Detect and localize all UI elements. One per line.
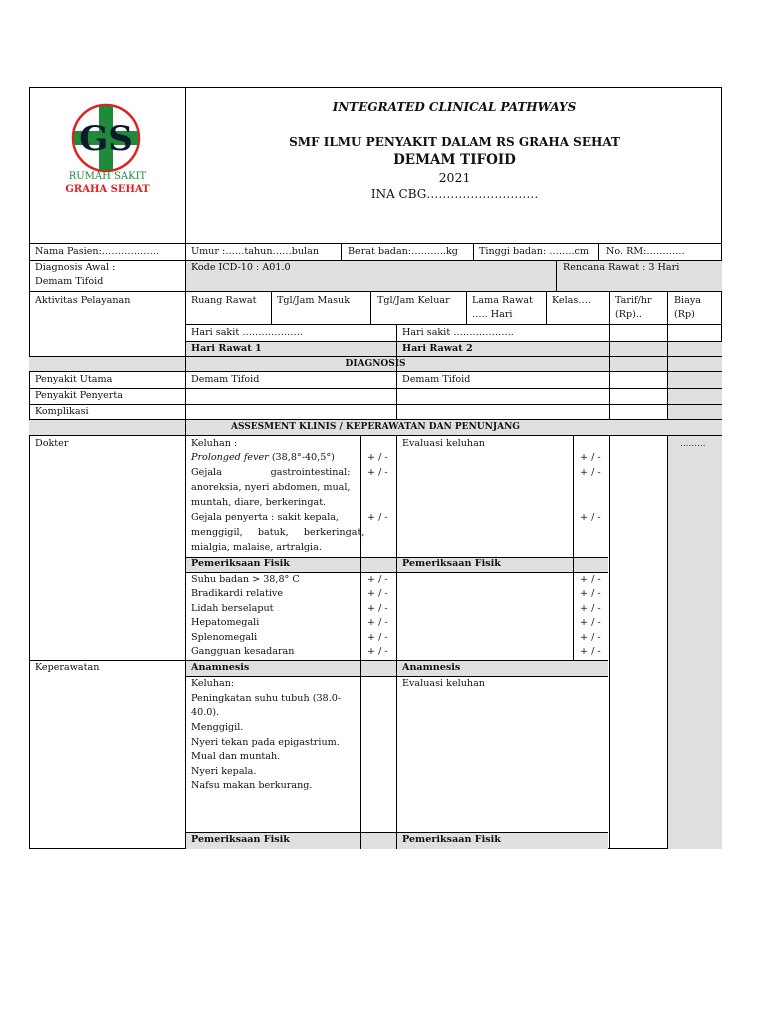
title-demam-tifoid: DEMAM TIFOID <box>393 152 516 168</box>
kel2-6: Nyeri kepala. <box>191 766 257 777</box>
penyakit-utama-hari1: Demam Tifoid <box>191 374 260 385</box>
gejala-penyerta-1: Gejala penyerta : sakit kepala, <box>191 512 340 523</box>
col-biaya-rp: (Rp) <box>674 309 695 320</box>
title-ina-cbg: INA CBG………………………. <box>370 187 539 201</box>
gejala-gastro-2: anoreksia, nyeri abdomen, mual, <box>191 482 351 493</box>
biaya-shade-1 <box>668 372 722 420</box>
dokter-label: Dokter <box>35 438 69 449</box>
logo-letters: GS <box>79 119 133 159</box>
title-smf: SMF ILMU PENYAKIT DALAM RS GRAHA SEHAT <box>289 135 620 149</box>
kel2-4: Nyeri tekan pada epigastrium. <box>191 737 340 748</box>
assesment-title: ASSESMENT KLINIS / KEPERAWATAN DAN PENUNJANG <box>231 422 520 432</box>
diagnosis-awal-value: Demam Tifoid <box>35 276 104 287</box>
fisik-suhu: Suhu badan > 38,8° C <box>191 574 300 585</box>
penyakit-penyerta-label: Penyakit Penyerta <box>35 390 123 401</box>
col-lama-hari[interactable]: ….. Hari <box>472 309 513 320</box>
col-tarif-rp: (Rp).. <box>615 309 642 320</box>
prolonged-fever: Prolonged fever (38,8°-40,5°) <box>191 452 335 463</box>
kel2-2: 40.0). <box>191 707 220 718</box>
logo-line2: GRAHA SEHAT <box>65 184 150 195</box>
pm-f6[interactable]: + / - <box>367 646 388 657</box>
pm-6[interactable]: + / - <box>580 512 601 523</box>
pemeriksaan-fisik-1: Pemeriksaan Fisik <box>191 558 290 569</box>
pm-g6[interactable]: + / - <box>580 646 601 657</box>
gejala-gastro-1: Gejala gastrointestinal: <box>191 467 351 478</box>
fisik-lidah: Lidah berselaput <box>191 603 274 614</box>
logo-emblem-icon <box>68 100 144 176</box>
kode-icd: Kode ICD-10 : A01.0 <box>191 262 291 273</box>
hari-sakit-2[interactable]: Hari sakit ………………. <box>402 327 514 338</box>
field-umur[interactable]: Umur :……tahun……bulan <box>191 246 320 257</box>
gejala-penyerta-3: mialgia, malaise, artralgia. <box>191 542 322 553</box>
field-nama-pasien[interactable]: Nama Pasien:……………… <box>35 246 160 257</box>
gejala-gastro-3: muntah, diare, berkeringat. <box>191 497 327 508</box>
anamnesis-1: Anamnesis <box>191 662 250 673</box>
pm-2[interactable]: + / - <box>367 467 388 478</box>
field-tinggi-badan[interactable]: Tinggi badan: ……..cm <box>479 246 589 257</box>
pm-3[interactable]: + / - <box>367 512 388 523</box>
gejala-penyerta-2: menggigil, batuk, berkeringat, <box>191 527 365 538</box>
pemeriksaan-fisik-4: Pemeriksaan Fisik <box>402 834 501 845</box>
col-ruang-rawat: Ruang Rawat <box>191 295 257 306</box>
fisik-bradikardi: Bradikardi relative <box>191 588 284 599</box>
penyakit-utama-hari2: Demam Tifoid <box>402 374 471 385</box>
hari-rawat-1: Hari Rawat 1 <box>191 343 262 354</box>
col-tgl-masuk: Tgl/Jam Masuk <box>277 295 351 306</box>
biaya-dots: ……… <box>680 439 706 449</box>
pm-5[interactable]: + / - <box>580 467 601 478</box>
kel2-1: Peningkatan suhu tubuh (38.0- <box>191 693 342 704</box>
komplikasi-label: Komplikasi <box>35 406 89 417</box>
col-biaya: Biaya <box>674 295 701 306</box>
biaya-shade-2 <box>668 435 722 849</box>
kel2-5: Mual dan muntah. <box>191 751 281 762</box>
pm-f4[interactable]: + / - <box>367 617 388 628</box>
hospital-logo <box>68 100 144 176</box>
col-tgl-keluar: Tgl/Jam Keluar <box>377 295 450 306</box>
diagnosis-title: DIAGNOSIS <box>345 359 406 369</box>
pm-g5[interactable]: + / - <box>580 632 601 643</box>
pm-f3[interactable]: + / - <box>367 603 388 614</box>
col-tarif: Tarif/hr <box>615 295 652 306</box>
fisik-kesadaran: Gangguan kesadaran <box>191 646 295 657</box>
rencana-rawat: Rencana Rawat : 3 Hari <box>563 262 680 273</box>
pm-g2[interactable]: + / - <box>580 588 601 599</box>
penyakit-utama-label: Penyakit Utama <box>35 374 113 385</box>
field-no-rm[interactable]: No. RM:………… <box>606 246 685 257</box>
pemeriksaan-fisik-2: Pemeriksaan Fisik <box>402 558 501 569</box>
pm-1[interactable]: + / - <box>367 452 388 463</box>
logo-line1: RUMAH SAKIT <box>68 171 147 182</box>
pm-f2[interactable]: + / - <box>367 588 388 599</box>
pm-4[interactable]: + / - <box>580 452 601 463</box>
hari-sakit-1[interactable]: Hari sakit ………………. <box>191 327 303 338</box>
kel2-3: Menggigil. <box>191 722 244 733</box>
pm-g1[interactable]: + / - <box>580 574 601 585</box>
pm-g3[interactable]: + / - <box>580 603 601 614</box>
evaluasi-keluhan-2: Evaluasi keluhan <box>402 678 485 689</box>
diagnosis-awal-label: Diagnosis Awal : <box>35 262 116 273</box>
field-berat-badan[interactable]: Berat badan:………..kg <box>348 246 458 257</box>
keluhan-label: Keluhan : <box>191 438 238 449</box>
evaluasi-keluhan-1: Evaluasi keluhan <box>402 438 485 449</box>
aktivitas-label: Aktivitas Pelayanan <box>35 295 131 306</box>
kel2-0: Keluhan: <box>191 678 235 689</box>
col-kelas[interactable]: Kelas…. <box>552 295 591 306</box>
fisik-splenomegali: Splenomegali <box>191 632 258 643</box>
title-pathways: INTEGRATED CLINICAL PATHWAYS <box>332 100 577 114</box>
title-year: 2021 <box>438 170 471 185</box>
keperawatan-label: Keperawatan <box>35 662 100 673</box>
anamnesis-2: Anamnesis <box>402 662 461 673</box>
pm-g4[interactable]: + / - <box>580 617 601 628</box>
col-lama-rawat: Lama Rawat <box>472 295 533 306</box>
hari-rawat-2: Hari Rawat 2 <box>402 343 473 354</box>
pm-f1[interactable]: + / - <box>367 574 388 585</box>
pm-f5[interactable]: + / - <box>367 632 388 643</box>
fisik-hepatomegali: Hepatomegali <box>191 617 260 628</box>
pemeriksaan-fisik-3: Pemeriksaan Fisik <box>191 834 290 845</box>
kel2-7: Nafsu makan berkurang. <box>191 780 313 791</box>
